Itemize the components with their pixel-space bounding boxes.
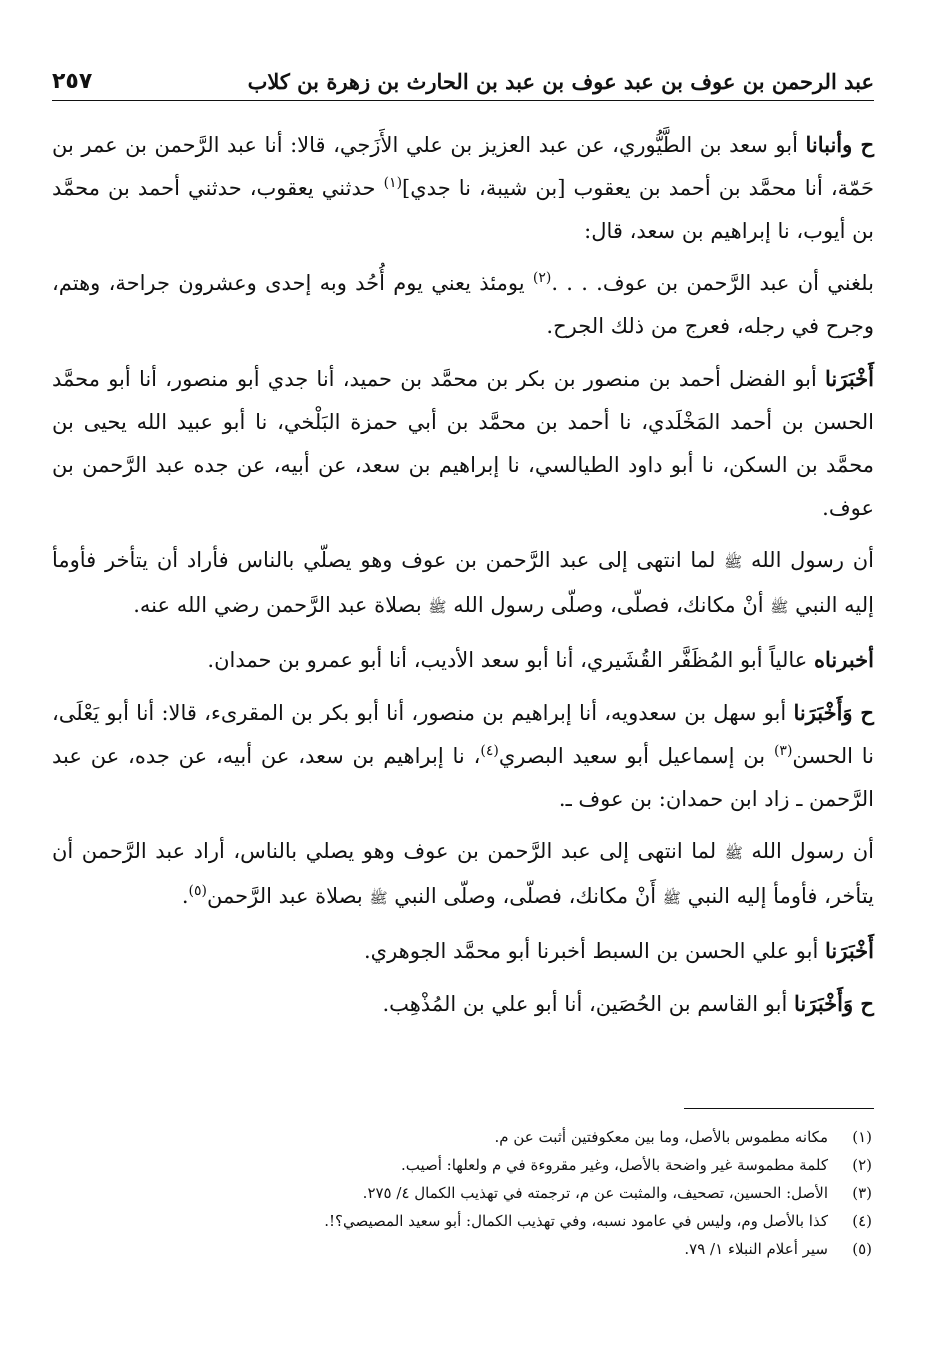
paragraph bbox=[52, 929, 874, 973]
paragraph bbox=[52, 691, 874, 821]
text-run: بلغني أن عبد الرَّحمن بن عوف. . . . bbox=[551, 271, 874, 295]
text-run: أن رسول الله bbox=[742, 839, 874, 863]
footnote-text: الأصل: الحسين، تصحيف، والمثبت عن م، ترجمته في تهذيب الكمال ٤/ ٢٧٥. bbox=[362, 1184, 828, 1202]
text-run: أبو سهل بن سعدويه، أنا إبراهيم بن منصور، أنا أبو بكر بن المقرىء، قالا: أنا أبو يَعْلَى، نا الحسن bbox=[52, 701, 874, 768]
chain-lead-word: أَخْبَرَنا bbox=[825, 366, 874, 391]
text-run: حدثني يعقوب، حدثني أحمد بن محمَّد بن أيوب، نا إبراهيم بن سعد، قال: bbox=[52, 176, 874, 243]
paragraph bbox=[52, 638, 874, 682]
paragraph bbox=[52, 539, 874, 629]
page-header bbox=[52, 48, 874, 101]
footnote-list bbox=[52, 1123, 874, 1263]
chain-lead-word: ح وَأَخْبَرَنا bbox=[794, 991, 874, 1016]
footnote-ref: (١) bbox=[383, 175, 403, 191]
text-run: أبو القاسم بن الحُصَين، أنا أبو علي بن المُذْهِب. bbox=[382, 992, 794, 1016]
text-run: عالياً أبو المُظَفَّر القُشَيري، أنا أبو سعد الأديب، أنا أبو عمرو بن حمدان. bbox=[207, 648, 814, 672]
paragraph bbox=[52, 357, 874, 530]
footnote bbox=[52, 1151, 874, 1179]
footnote-ref: (٥) bbox=[188, 883, 208, 899]
text-run: لما انتهى إلى عبد الرَّحمن بن عوف وهو يصلي بالناس، أراد عبد الرَّحمن أن يتأخر، فأومأ إليه النبي bbox=[52, 839, 874, 908]
paragraph bbox=[52, 982, 874, 1026]
footnote-number: (١) bbox=[852, 1128, 872, 1146]
salutation-glyph: ﷺ bbox=[724, 553, 743, 571]
footnote-rule bbox=[684, 1108, 874, 1109]
text-run: ، نا إبراهيم بن سعد، عن أبيه، عن جده، عن عبد الرَّحمن ـ زاد ابن حمدان: بن عوف ـ. bbox=[52, 744, 874, 811]
book-page bbox=[52, 48, 874, 1328]
footnote-number: (٤) bbox=[852, 1212, 872, 1230]
footnote bbox=[52, 1207, 874, 1235]
footnote-text: كذا بالأصل وم، وليس في عامود نسبه، وفي تهذيب الكمال: أبو سعيد المصيصي؟!. bbox=[324, 1212, 828, 1230]
chain-lead-word: أخبرناه bbox=[814, 647, 874, 672]
paragraph bbox=[52, 123, 874, 253]
footnote-number: (٢) bbox=[852, 1156, 872, 1174]
footnotes-section bbox=[52, 1108, 874, 1263]
footnote-number: (٥) bbox=[852, 1240, 872, 1258]
salutation-glyph: ﷺ bbox=[724, 844, 743, 862]
footnote-number: (٣) bbox=[852, 1184, 872, 1202]
footnote bbox=[52, 1235, 874, 1263]
chain-lead-word: ح وَأَخْبَرَنا bbox=[793, 700, 874, 725]
footnote-ref: (٣) bbox=[773, 743, 793, 759]
running-title: عبد الرحمن بن عوف بن عبد عوف بن عبد بن الحارث بن زهرة بن كلاب bbox=[247, 69, 874, 94]
salutation-glyph: ﷺ bbox=[770, 598, 789, 616]
salutation-glyph: ﷺ bbox=[369, 889, 388, 907]
text-run: أبو سعد بن الطَّيُّوري، عن عبد العزيز بن علي الأَزَجي، قالا: أنا عبد الرَّحمن بن عمر بن حَمّة، أنا محمَّد بن أحمد بن يعقوب [بن شيبة، نا جدي] bbox=[52, 133, 875, 200]
footnote-text: كلمة مطموسة غير واضحة بالأصل، وغير مقروءة في م ولعلها: أصيب. bbox=[400, 1156, 828, 1174]
text-run: يومئذ يعني يوم أُحُد وبه إحدى وعشرون جراحة، وهتم، وجرح في رجله، فعرج من ذلك الجرح. bbox=[52, 271, 874, 338]
text-run: أَنْ مكانك، فصلّى، وصلّى النبي bbox=[387, 884, 663, 908]
text-run: بن إسماعيل أبو سعيد البصري bbox=[498, 744, 774, 768]
footnote-ref: (٢) bbox=[532, 270, 552, 286]
footnote bbox=[52, 1123, 874, 1151]
text-run: لما انتهى إلى عبد الرَّحمن بن عوف وهو يصلّي بالناس فأراد أن يتأخر فأومأ إليه النبي bbox=[52, 548, 874, 617]
text-run: أنْ مكانك، فصلّى، وصلّى رسول الله bbox=[446, 593, 771, 617]
text-run: بصلاة عبد الرَّحمن رضي الله عنه. bbox=[133, 593, 429, 617]
chain-lead-word: أَخْبَرَنا bbox=[825, 938, 874, 963]
footnote-text: سير أعلام النبلاء ١/ ٧٩. bbox=[684, 1240, 828, 1258]
text-run: . bbox=[181, 884, 189, 908]
text-run: أن رسول الله bbox=[742, 548, 874, 572]
main-text bbox=[52, 123, 874, 1026]
salutation-glyph: ﷺ bbox=[428, 598, 447, 616]
footnote bbox=[52, 1179, 874, 1207]
paragraph bbox=[52, 830, 874, 920]
text-run: بصلاة عبد الرَّحمن bbox=[207, 884, 370, 908]
footnote-text: مكانه مطموس بالأصل، وما بين معكوفتين أثبت عن م. bbox=[494, 1128, 828, 1146]
salutation-glyph: ﷺ bbox=[662, 889, 681, 907]
footnote-ref: (٤) bbox=[480, 743, 499, 759]
text-run: أبو الفضل أحمد بن منصور بن بكر بن محمَّد بن حميد، أنا جدي أبو منصور، أنا أبو محمَّد الحسن بن أحمد المَخْلَدي، نا أحمد بن محمَّد بن أبي حمزة البَلْخي، نا أبو عبيد الله يحيى بن محمَّد بن السكن، نا أبو داود الطيالسي، نا إبراهيم بن سعد، عن أبيه، عن جده عبد الرَّحمن بن عوف. bbox=[52, 367, 874, 520]
page-number: ٢٥٧ bbox=[52, 69, 93, 94]
paragraph bbox=[52, 262, 874, 348]
chain-lead-word: ح وأنبانا bbox=[805, 132, 875, 157]
text-run: أبو علي الحسن بن السبط أخبرنا أبو محمَّد الجوهري. bbox=[363, 939, 826, 963]
